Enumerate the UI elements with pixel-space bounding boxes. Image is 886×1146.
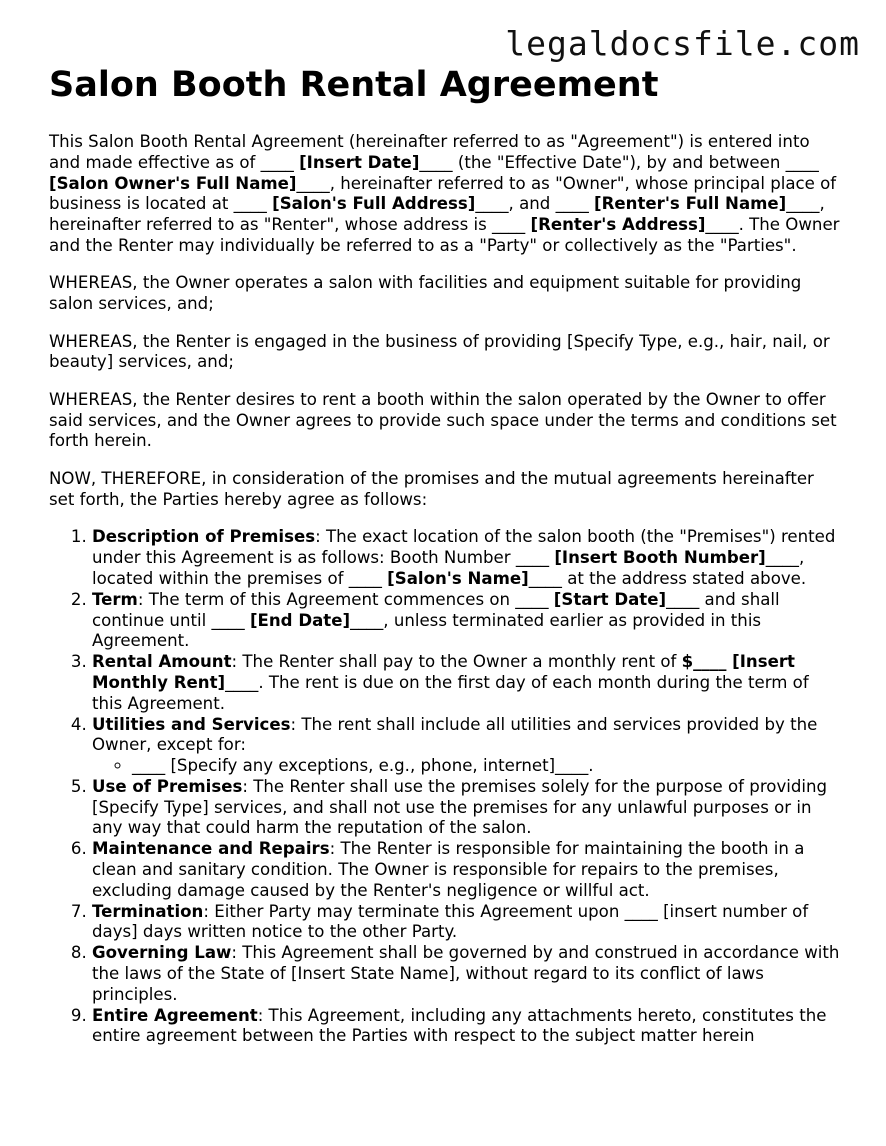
- clause-list: [49, 527, 841, 1047]
- clause-text: : The term of this Agreement commences on ____: [137, 589, 554, 609]
- clause-item: [92, 527, 841, 589]
- clause-item: [92, 902, 841, 944]
- clause-text: ____. The rent is due on the first day of each month during the term of this Agreement.: [92, 672, 809, 713]
- intro-text: ____, hereinafter referred to as "Owner", whose principal place of business is located at ____: [49, 173, 837, 214]
- clause-heading: Description of Premises: [92, 527, 316, 547]
- clause-item: [92, 777, 841, 839]
- document: [49, 58, 841, 1047]
- whereas-paragraph: WHEREAS, the Renter is engaged in the business of providing [Specify Type, e.g., hair, nail, or beauty] services, and;: [49, 331, 830, 372]
- clause-item: [92, 652, 841, 714]
- clause-item: [92, 715, 841, 777]
- monthly-rent-placeholder: $____ [Insert Monthly Rent]: [92, 652, 795, 692]
- whereas-paragraph: WHEREAS, the Owner operates a salon with facilities and equipment suitable for providing salon services, and;: [49, 273, 802, 314]
- exceptions-list: [92, 756, 841, 777]
- clause-heading: Term: [92, 589, 138, 609]
- intro-text: This Salon Booth Rental Agreement (hereinafter referred to as "Agreement") is entered into and made effective as of ____: [49, 132, 810, 172]
- intro-text: ____ (the "Effective Date"), by and between ____: [419, 152, 819, 172]
- clause-heading: Maintenance and Repairs: [92, 839, 330, 859]
- clause-text: ____, located within the premises of ____: [92, 548, 805, 588]
- intro-text: ____, and ____: [475, 194, 595, 214]
- clause-heading: Entire Agreement: [92, 1005, 258, 1025]
- clause-item: [92, 943, 841, 1005]
- intro-text: ____. The Owner and the Renter may individually be referred to as a "Party" or collectively as the "Parties".: [49, 215, 840, 255]
- clause-heading: Termination: [92, 901, 204, 921]
- clause-heading: Use of Premises: [92, 776, 243, 796]
- clause-item: [92, 1006, 841, 1048]
- effective-date-placeholder: [Insert Date]: [299, 152, 420, 172]
- clause-text: : The rent shall include all utilities and services provided by the Owner, except for:: [92, 714, 818, 755]
- clause-text: : The Renter shall use the premises solely for the purpose of providing [Specify Type] services, and shall not use the premises for any unlawful purposes or in any way that could harm the reputation of the salon.: [92, 776, 828, 838]
- intro-paragraph: [49, 132, 841, 257]
- intro-text: ____, hereinafter referred to as "Renter", whose address is ____: [49, 194, 825, 235]
- start-date-placeholder: [Start Date]: [553, 589, 667, 609]
- renter-address-placeholder: [Renter's Address]: [530, 215, 706, 235]
- clause-text: ____ at the address stated above.: [528, 568, 807, 588]
- clause-text: : The exact location of the salon booth (the "Premises") rented under this Agreement is as follows: Booth Number ____: [92, 527, 836, 568]
- renter-name-placeholder: [Renter's Full Name]: [594, 194, 787, 214]
- clause-text: ____ and shall continue until ____: [92, 589, 780, 630]
- booth-number-placeholder: [Insert Booth Number]: [554, 548, 766, 568]
- clause-item: [92, 839, 841, 901]
- document-title: Salon Booth Rental Agreement: [49, 65, 659, 105]
- clause-heading: Governing Law: [92, 943, 232, 963]
- clause-text: : Either Party may terminate this Agreement upon ____ [insert number of days] days written notice to the other Party.: [92, 901, 809, 942]
- exception-item: ◦ ____ [Specify any exceptions, e.g., phone, internet]____.: [132, 756, 841, 777]
- clause-text: : This Agreement, including any attachments hereto, constitutes the entire agreement between the Parties with respect to the subject matter herein: [92, 1005, 827, 1046]
- clause-text: : The Renter shall pay to the Owner a monthly rent of: [231, 652, 682, 672]
- salon-address-placeholder: [Salon's Full Address]: [272, 194, 476, 214]
- owner-name-placeholder: [Salon Owner's Full Name]: [49, 173, 297, 193]
- clause-text: : This Agreement shall be governed by and construed in accordance with the laws of the State of [Insert State Name], without regard to its conflict of laws principles.: [92, 943, 840, 1004]
- clause-text: ____, unless terminated earlier as provided in this Agreement.: [92, 610, 762, 651]
- end-date-placeholder: [End Date]: [249, 610, 351, 630]
- clause-text: : The Renter is responsible for maintaining the booth in a clean and sanitary condition. The Owner is responsible for repairs to the premises, excluding damage caused by the Renter's negligence or willful act.: [92, 839, 805, 900]
- clause-heading: Utilities and Services: [92, 714, 291, 734]
- whereas-paragraph: WHEREAS, the Renter desires to rent a booth within the salon operated by the Owner to offer said services, and the Owner agrees to provide such space under the terms and conditions set forth herein.: [49, 389, 837, 451]
- clause-item: [92, 590, 841, 652]
- watermark: legaldocsfile.com: [505, 24, 860, 63]
- clause-heading: Rental Amount: [92, 652, 232, 672]
- now-therefore-paragraph: NOW, THEREFORE, in consideration of the promises and the mutual agreements hereinafter set forth, the Parties hereby agree as follows:: [49, 468, 814, 509]
- salon-name-placeholder: [Salon's Name]: [387, 568, 529, 588]
